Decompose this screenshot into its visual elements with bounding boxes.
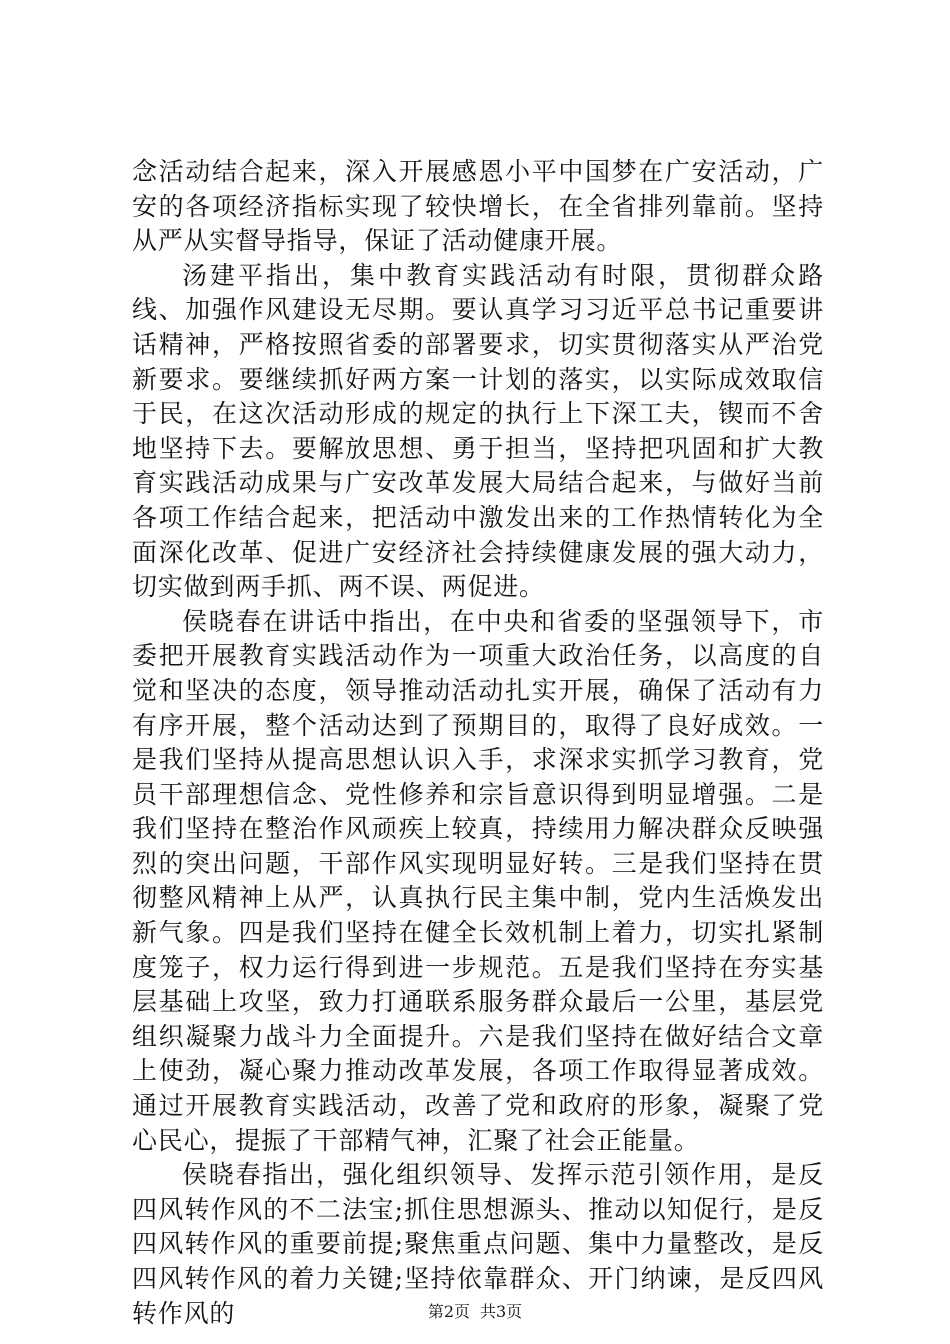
page-number-total: 共3页 [480, 1302, 523, 1321]
page-number-current: 第2页 [427, 1302, 470, 1321]
paragraph-2: 汤建平指出，集中教育实践活动有时限，贯彻群众路线、加强作风建设无尽期。要认真学习习近平总书记重要讲话精神，严格按照省委的部署要求，切实贯彻落实从严治党新要求。要继续抓好两方案一计划的落实，以实际成效取信于民，在这次活动形成的规定的执行上下深工夫，锲而不舍地坚持下去。要解放思想、勇于担当，坚持把巩固和扩大教育实践活动成果与广安改革发展大局结合起来，与做好当前各项工作结合起来，把活动中激发出来的工作热情转化为全面深化改革、促进广安经济社会持续健康发展的强大动力，切实做到两手抓、两不误、两促进。 [132, 260, 824, 602]
paragraph-4: 侯晓春指出，强化组织领导、发挥示范引领作用，是反四风转作风的不二法宝;抓住思想源头、推动以知促行，是反四风转作风的重要前提;聚焦重点问题、集中力量整改，是反四风转作风的着力关键;坚持依靠群众、开门纳谏，是反四风转作风的 [132, 1160, 824, 1328]
document-body [132, 155, 824, 1331]
paragraph-1: 念活动结合起来，深入开展感恩小平中国梦在广安活动，广安的各项经济指标实现了较快增长，在全省排列靠前。坚持从严从实督导指导，保证了活动健康开展。 [132, 157, 824, 256]
paragraph-3: 侯晓春在讲话中指出，在中央和省委的坚强领导下，市委把开展教育实践活动作为一项重大政治任务，以高度的自觉和坚决的态度，领导推动活动扎实开展，确保了活动有力有序开展，整个活动达到了预期目的，取得了良好成效。一是我们坚持从提高思想认识入手，求深求实抓学习教育，党员干部理想信念、党性修养和宗旨意识得到明显增强。二是我们坚持在整治作风顽疾上较真，持续用力解决群众反映强烈的突出问题，干部作风实现明显好转。三是我们坚持在贯彻整风精神上从严，认真执行民主集中制，党内生活焕发出新气象。四是我们坚持在健全长效机制上着力，切实扎紧制度笼子，权力运行得到进一步规范。五是我们坚持在夯实基层基础上攻坚，致力打通联系服务群众最后一公里，基层党组织凝聚力战斗力全面提升。六是我们坚持在做好结合文章上使劲，凝心聚力推动改革发展，各项工作取得显著成效。通过开展教育实践活动，改善了党和政府的形象，凝聚了党心民心，提振了干部精气神，汇聚了社会正能量。 [132, 606, 824, 1155]
page-footer [0, 1302, 950, 1322]
